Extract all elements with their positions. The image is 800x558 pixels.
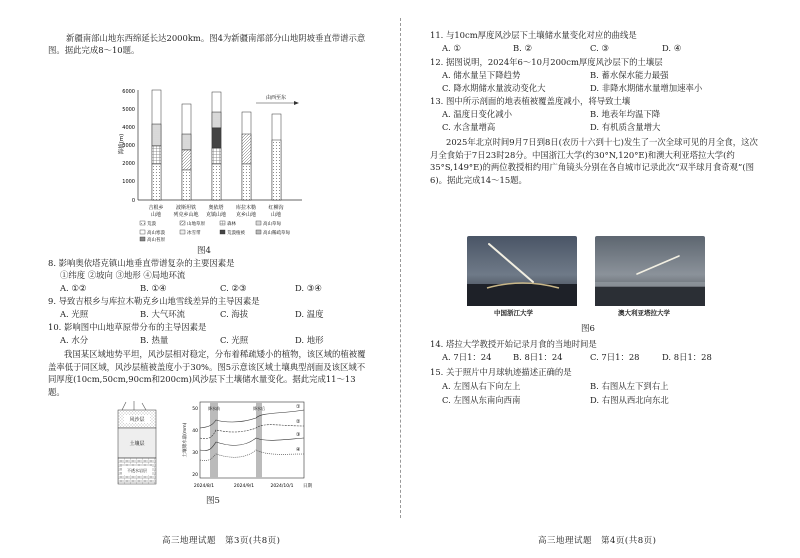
- q10-opt-b[interactable]: B. 热量: [140, 335, 169, 345]
- q11-opt-b[interactable]: B. ②: [513, 43, 532, 53]
- station-4-a: 库拉木勒: [235, 205, 257, 211]
- q13-opt-c[interactable]: C. 水含量增高: [442, 122, 496, 132]
- q13-stem: 13. 图中所示剖面的地表植被覆盖度减小，将导致土壤: [430, 96, 631, 106]
- ytick-4000: 4000: [122, 125, 135, 131]
- arrow-label: 由西至东: [265, 95, 287, 101]
- q10-opt-a[interactable]: A. 水分: [60, 335, 89, 345]
- y-axis-label: 海拔(m): [119, 133, 125, 155]
- column-jigen: [152, 90, 161, 200]
- ytick-1000: 1000: [122, 179, 135, 185]
- ytick-6000: 6000: [122, 89, 135, 95]
- q15-opt-b[interactable]: B. 右图从左下到右上: [590, 381, 669, 391]
- station-3-a: 奥依塔: [208, 205, 224, 211]
- q15-opt-d[interactable]: D. 右图从西北向东北: [590, 395, 669, 405]
- station-5-a: 红柳沟: [268, 205, 284, 211]
- curve-label-4: ④: [296, 447, 301, 453]
- q12-opt-c[interactable]: C. 降水期储水量波动变化大: [442, 83, 546, 93]
- layer-soil: 土壤层: [129, 441, 145, 447]
- station-2-b: 列克乡山地: [173, 212, 199, 218]
- legend-6: 冰雪带: [187, 231, 201, 236]
- q15-stem: 15. 关于照片中月球轨迹描述正确的是: [430, 367, 572, 377]
- q14-opt-a[interactable]: A. 7日1：24: [442, 352, 492, 362]
- column-aoyitake: [212, 92, 221, 200]
- curve-label-3: ③: [296, 432, 301, 438]
- q10-stem: 10. 影响图中山地草原带分布的主导因素是: [48, 322, 207, 332]
- layer-rock: 不透水岩层: [127, 468, 147, 473]
- q8-items: ①纬度 ②坡向 ③地形 ④局地环流: [60, 270, 186, 280]
- legend-7: 荒漠植被: [227, 231, 245, 236]
- event-1: 降水前: [208, 406, 220, 411]
- q11-opt-a[interactable]: A. ①: [442, 43, 461, 53]
- event-2: 降水后: [253, 406, 265, 411]
- q8-opt-a[interactable]: A. ①②: [60, 283, 87, 293]
- q8-opt-b[interactable]: B. ①④: [140, 283, 167, 293]
- column-bositan: [182, 104, 191, 200]
- rain-band-2: [256, 402, 262, 478]
- intro-line-2: 图。据此完成8～10题。: [48, 45, 140, 55]
- q15-opt-c[interactable]: C. 左图从东南向西南: [442, 395, 521, 405]
- legend-5: 高山寒漠: [147, 231, 165, 236]
- legend-4: 高山草甸: [263, 222, 281, 227]
- q12-stem: 12. 据图说明，2024年6～10月200cm厚度风沙层下的土壤层: [430, 57, 663, 67]
- photo-label-left: 中国浙江大学: [494, 309, 533, 317]
- arrow-head: [294, 101, 299, 105]
- q9-opt-b[interactable]: B. 大气环流: [140, 309, 185, 319]
- ytick-0: 0: [131, 198, 135, 204]
- q14-stem: 14. 塔拉大学教授开始记录月食的当地时间是: [430, 339, 597, 349]
- station-1-b: 山地: [150, 212, 162, 218]
- xtick-1: 2024/8/1: [193, 484, 215, 489]
- xtick-3: 2024/10/1: [270, 484, 294, 489]
- ytick-5000: 5000: [122, 107, 135, 113]
- q10-opt-d[interactable]: D. 地形: [295, 335, 324, 345]
- legend-1: 荒漠: [147, 222, 156, 227]
- q9-opt-c[interactable]: C. 海拔: [220, 309, 249, 319]
- q13-opt-b[interactable]: B. 地表年均温下降: [590, 109, 661, 119]
- q12-opt-a[interactable]: A. 储水量呈下降趋势: [442, 70, 521, 80]
- q15-opt-a[interactable]: A. 左图从右下向左上: [442, 381, 521, 391]
- legend-8: 高山稀疏草甸: [263, 231, 290, 236]
- curve-label-1: ①: [296, 404, 301, 410]
- right-footer: 高三地理试题 第4页(共8页): [538, 536, 657, 546]
- q11-opt-c[interactable]: C. ③: [590, 43, 609, 53]
- photo-tara: [595, 236, 705, 306]
- fig5-ylabel: 土壤储水量(mm): [183, 422, 188, 458]
- right-page: [400, 0, 800, 558]
- figure-5-soil-profile: [112, 400, 162, 488]
- legend-3: 森林: [227, 222, 236, 227]
- q9-opt-a[interactable]: A. 光照: [60, 309, 89, 319]
- q12-opt-b[interactable]: B. 蓄水保水能力最强: [590, 70, 669, 80]
- figure-5-caption: 图5: [206, 496, 220, 506]
- xtick-2: 2024/9/1: [233, 484, 255, 489]
- q9-stem: 9. 导致吉根乡与库拉木勒克乡山地雪线差异的主导因素是: [48, 296, 260, 306]
- legend-9: 高山苔原: [147, 238, 165, 243]
- q8-opt-c[interactable]: C. ②③: [220, 283, 247, 293]
- passage-14-15: 2025年北京时间9月7日到8日(农历十六到十七)发生了一次全球可见的月全食，这次月全食始于7日23时28分。中国浙江大学(约30°N,120°E)和澳大利亚塔拉大学(约35°S,149°E)的两位教授相约用广角镜头分别在各自城市记录此次“双半球月食奇观”(图6)。据此完成14～15题。: [430, 137, 758, 185]
- photo-label-right: 澳大利亚塔拉大学: [618, 309, 670, 317]
- passage-11-13: 我国某区域地势平坦，风沙层相对稳定，分布着稀疏矮小的植物，该区域的植被覆盖率低于同区域，风沙层植被盖度小于30%。图5示意该区域土壤典型剖面及该区域不同厚度(10cm,50cm,90cm和200cm)风沙层下土壤储水量变化。据此完成11～13题。: [48, 349, 366, 397]
- intro-line-1: 新疆南部山地东西绵延长达2000km。图4为新疆南部部分山地阴坡垂直带谱示意: [66, 33, 366, 43]
- moon-trail-left: [467, 236, 577, 306]
- legend: [140, 220, 290, 243]
- photo-zhejiang: [467, 236, 577, 306]
- q13-opt-a[interactable]: A. 温度日变化减小: [442, 109, 512, 119]
- q12-opt-d[interactable]: D. 非降水期储水量增加速率小: [590, 83, 703, 93]
- q11-opt-d[interactable]: D. ④: [662, 43, 682, 53]
- q14-opt-c[interactable]: C. 7日1：28: [590, 352, 640, 362]
- left-footer: 高三地理试题 第3页(共8页): [162, 536, 281, 546]
- q14-opt-b[interactable]: B. 8日1：24: [513, 352, 563, 362]
- moon-trail-right: [595, 236, 705, 306]
- station-5-b: 山地: [270, 212, 282, 218]
- ytick-20: 20: [192, 473, 198, 478]
- q11-stem: 11. 与10cm厚度风沙层下土壤储水量变化对应的曲线是: [430, 30, 637, 40]
- column-hongliugou: [272, 114, 281, 200]
- rain-band-1: [210, 402, 218, 478]
- figure-4-caption: 图4: [197, 246, 211, 256]
- q10-opt-c[interactable]: C. 光照: [220, 335, 249, 345]
- station-3-b: 克镇山地: [205, 212, 227, 218]
- q8-opt-d[interactable]: D. ③④: [295, 283, 322, 293]
- layer-sand: 风沙层: [129, 417, 145, 423]
- curve-label-2: ②: [296, 419, 301, 425]
- station-4-b: 克乡山地: [235, 212, 257, 218]
- station-2-a: 波斯坦铁: [175, 205, 197, 211]
- q8-stem: 8. 影响奥依塔克镇山地垂直带谱复杂的主要因素是: [48, 258, 235, 268]
- q13-opt-d[interactable]: D. 有机质含量增大: [590, 122, 661, 132]
- legend-2: 山地草原: [187, 222, 205, 227]
- q9-opt-d[interactable]: D. 温度: [295, 309, 324, 319]
- q14-opt-d[interactable]: D. 8日1：28: [662, 352, 712, 362]
- station-1-a: 吉根乡: [148, 205, 164, 211]
- figure-4-vertical-zones: [116, 84, 306, 244]
- ytick-50: 50: [192, 407, 198, 412]
- figure-6-caption: 图6: [581, 324, 595, 334]
- ytick-30: 30: [192, 451, 198, 456]
- ytick-2000: 2000: [122, 161, 135, 167]
- fig5-xunit: 日期: [303, 484, 312, 489]
- ytick-40: 40: [192, 429, 198, 434]
- column-kulamu: [242, 112, 251, 200]
- ytick-3000: 3000: [122, 143, 135, 149]
- figure-5-water-chart: [180, 398, 310, 494]
